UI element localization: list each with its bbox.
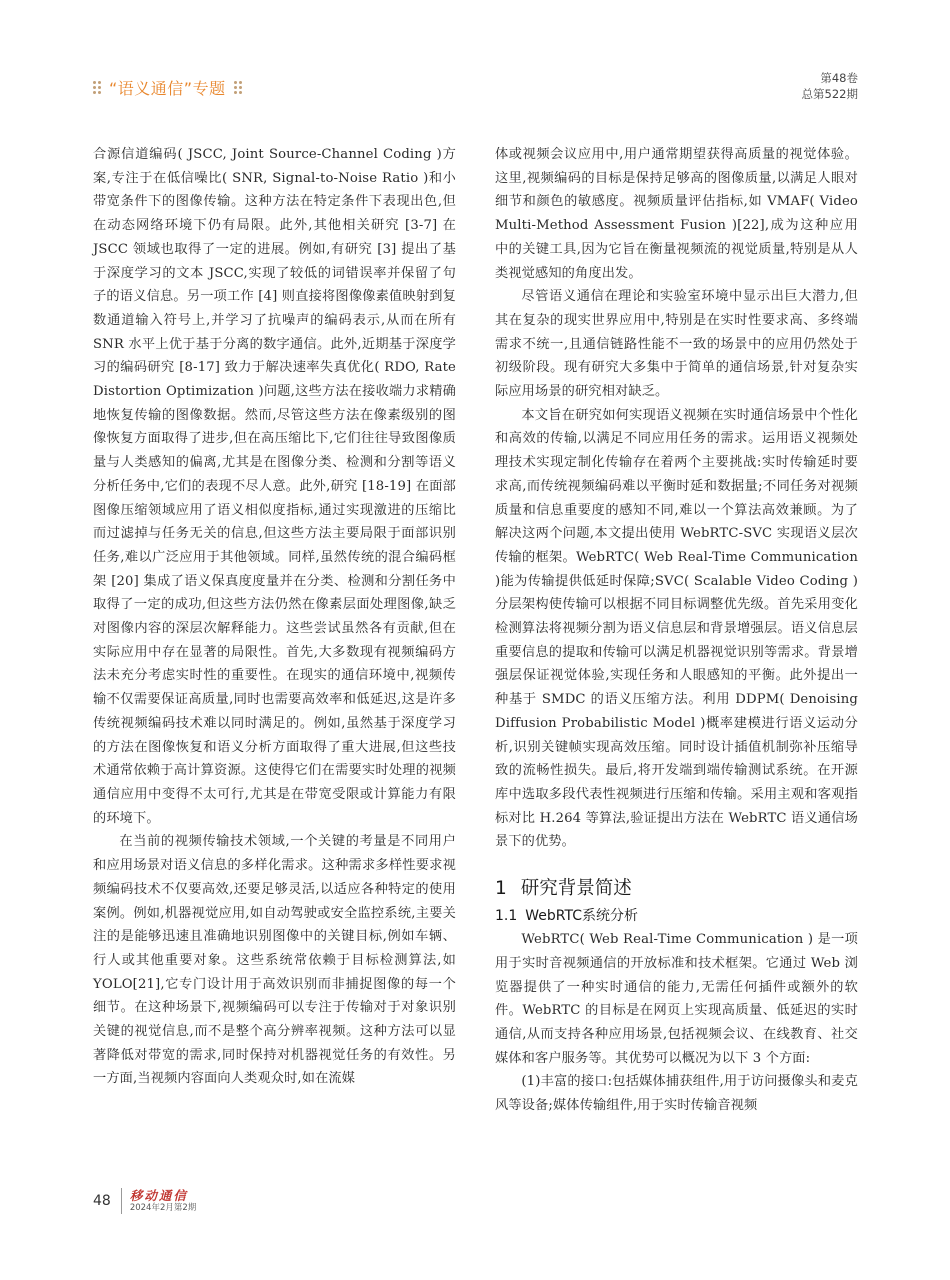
running-header [93, 70, 858, 110]
right-column [495, 143, 858, 1118]
left-column [93, 143, 456, 1091]
body-paragraph: 尽管语义通信在理论和实验室环境中显示出巨大潜力,但其在复杂的现实世界应用中,特别是在实时性要求高、多终端需求不统一,且通信链路性能不一致的场景中的应用仍然处于初级阶段。现有研究大多集中于简单的通信场景,针对复杂实际应用场景的研究相对缺乏。 [495, 289, 858, 400]
footer-divider [121, 1188, 122, 1214]
dots-ornament-icon [234, 81, 242, 94]
journal-block [130, 1189, 196, 1214]
body-paragraph: 体或视频会议应用中,用户通常期望获得高质量的视觉体验。这里,视频编码的目标是保持足够高的图像质量,以满足人眼对细节和颜色的敏感度。视频质量评估指标,如 VMAF( Video Multi-Method Assessment Fusion )[22],成为这种应用中的关键工具,因为它旨在衡量视频流的视觉质量,特别是从人类视觉感知的角度出发。 [495, 147, 858, 281]
section-title: 研究背景简述 [520, 878, 632, 900]
body-paragraph: 在当前的视频传输技术领域,一个关键的考量是不同用户和应用场景对语义信息的多样化需求。这种需求多样性要求视频编码技术不仅要高效,还要足够灵活,以适应各种特定的使用案例。例如,机器视觉应用,如自动驾驶或安全监控系统,主要关注的是能够迅速且准确地识别图像中的关键目标,例如车辆、行人或其他重要对象。这些系统常依赖于目标检测算法,如 YOLO[21],它专门设计用于高效识别而非捕捉图像的每一个细节。在这种场景下,视频编码可以专注于传输对于对象识别关键的视觉信息,而不是整个高分辨率视频。这种方法可以显著降低对带宽的需求,同时保持对机器视觉任务的有效性。另一方面,当视频内容面向人类观众时,如在流媒 [93, 834, 456, 1087]
dots-ornament-icon [93, 81, 101, 94]
section-heading [495, 876, 858, 902]
page-number: 48 [93, 1193, 111, 1209]
volume-number: 第48卷 [820, 71, 858, 85]
subsection-heading [495, 905, 858, 927]
body-paragraph: (1)丰富的接口:包括媒体捕获组件,用于访问摄像头和麦克风等设备;媒体传输组件,用于实时传输音视频 [495, 1074, 858, 1114]
volume-info [802, 70, 858, 102]
body-paragraph: 本文旨在研究如何实现语义视频在实时通信场景中个性化和高效的传输,以满足不同应用任务的需求。运用语义视频处理技术实现定制化传输存在着两个主要挑战:实时传输延时要求高,而传统视频编码难以平衡时延和数据量;不同任务对视频质量和信息重要度的感知不同,难以一个算法高效兼顾。为了解决这两个问题,本文提出使用 WebRTC-SVC 实现语义层次传输的框架。WebRTC( Web Real-Time Communication )能为传输提供低延时保障;SVC( Scalable Video Coding )分层架构使传输可以根据不同目标调整优先级。首先采用变化检测算法将视频分割为语义信息层和背景增强层。语义信息层重要信息的提取和传输可以满足机器视觉识别等需求。背景增强层保证视觉体验,实现任务和人眼感知的平衡。此外提出一种基于 SMDC 的语义压缩方法。利用 DDPM( Denoising Diffusion Probabilistic Model )概率建模进行语义运动分析,识别关键帧实现高效压缩。同时设计插值机制弥补压缩导致的流畅性损失。最后,将开发端到端传输测试系统。在开源库中选取多段代表性视频进行压缩和传输。采用主观和客观指标对比 H.264 等算法,验证提出方法在 WebRTC 语义通信场景下的优势。 [495, 407, 858, 850]
page-footer [93, 1186, 196, 1216]
journal-logo: 移动通信 [129, 1187, 188, 1203]
subsection-number: 1.1 [495, 908, 518, 925]
body-paragraph: WebRTC( Web Real-Time Communication ) 是一项用于实时音视频通信的开放标准和技术框架。它通过 Web 浏览器提供了一种实时通信的能力,无需任何插件或额外的软件。WebRTC 的目标是在网页上实现高质量、低延迟的实时通信,从而支持各种应用场景,包括视频会议、在线教育、社交媒体和客户服务等。其优势可以概况为以下 3 个方面: [495, 932, 858, 1066]
topic-banner [93, 76, 242, 99]
topic-title: “语义通信”专题 [109, 79, 226, 98]
issue-total: 总第522期 [801, 87, 858, 101]
subsection-title: WebRTC系统分析 [525, 908, 639, 925]
body-paragraph: 合源信道编码( JSCC, Joint Source-Channel Coding )方案,专注于在低信噪比( SNR, Signal-to-Noise Ratio )和小带宽条件下的图像传输。这种方法在特定条件下表现出色,但在动态网络环境下仍有局限。此外,其他相关研究 [3-7] 在 JSCC 领域也取得了一定的进展。例如,有研究 [3] 提出了基于深度学习的文本 JSCC,实现了较低的词错误率并保留了句子的语义信息。另一项工作 [4] 则直接将图像像素值映射到复数通道输入符号上,并学习了抗噪声的编码表示,从而在所有 SNR 水平上优于基于分离的数字通信。此外,近期基于深度学习的编码研究 [8-17] 致力于解决速率失真优化( RDO, Rate Distortion Optimization )问题,这些方法在接收端力求精确地恢复传输的图像数据。然而,尽管这些方法在像素级别的图像恢复方面取得了进步,但在高压缩比下,它们往往导致图像质量与人类感知的偏离,尤其是在图像分类、检测和分割等语义分析任务中,它们的表现不尽人意。此外,研究 [18-19] 在面部图像压缩领域应用了语义相似度指标,通过实现激进的压缩比而过滤掉与任务无关的信息,但这些方法主要局限于面部识别任务,难以广泛应用于其他领域。同样,虽然传统的混合编码框架 [20] 集成了语义保真度度量并在分类、检测和分割任务中取得了一定的成功,但这些方法仍然在像素层面处理图像,缺乏对图像内容的深层次解释能力。这些尝试虽然各有贡献,但在实际应用中存在显著的局限性。首先,大多数现有视频编码方法未充分考虑实时性的重要性。在现实的通信环境中,视频传输不仅需要保证高质量,同时也需要高效率和低延迟,这是许多传统视频编码技术难以同时满足的。例如,虽然基于深度学习的方法在图像恢复和语义分析方面取得了重大进展,但这些技术通常依赖于高计算资源。这使得它们在需要实时处理的视频通信应用中变得不太可行,尤其是在带宽受限或计算能力有限的环境下。 [93, 147, 456, 826]
issue-date: 2024年2月第2期 [129, 1202, 197, 1213]
section-number: 1 [495, 878, 507, 900]
